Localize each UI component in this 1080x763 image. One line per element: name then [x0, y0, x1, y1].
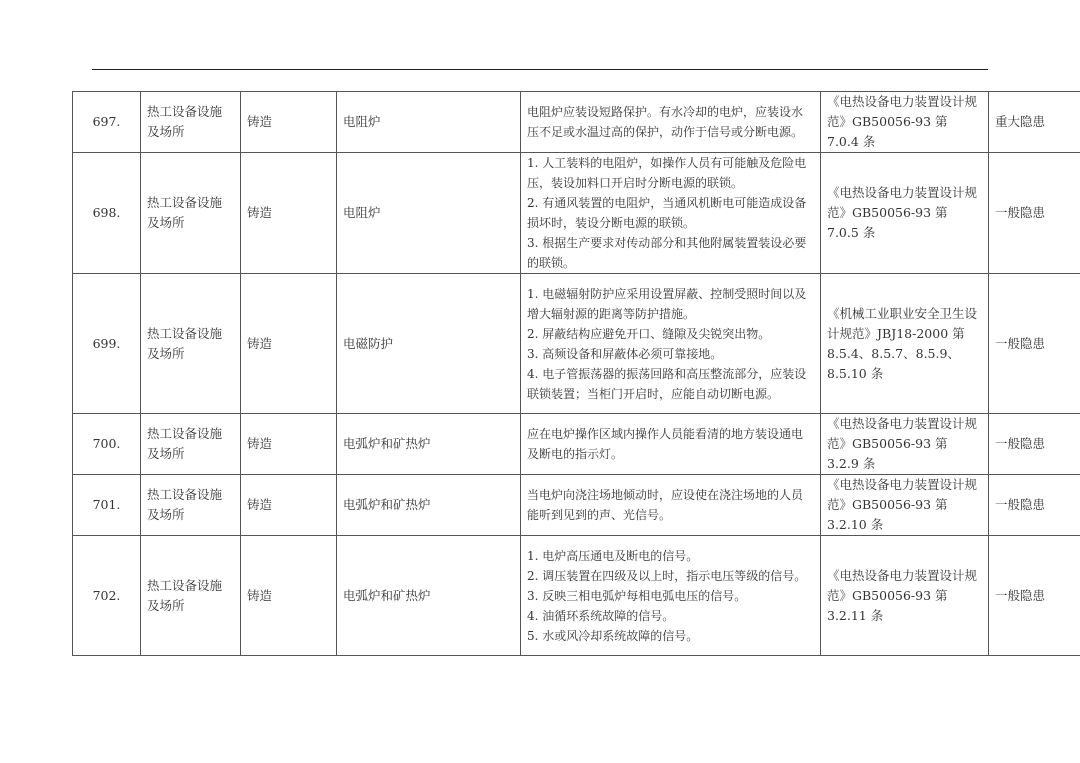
requirement-line: 3. 根据生产要求对传动部分和其他附属装置装设必要的联锁。: [527, 236, 807, 270]
hazard-level-cell: 一般隐患: [989, 536, 1080, 656]
requirement-line: 1. 人工装料的电阻炉，如操作人员有可能触及危险电压，装设加料口开启时分断电源的联锁。: [527, 156, 807, 190]
table-row: [73, 414, 1080, 475]
industry-cell: 铸造: [241, 475, 337, 536]
category-cell: 热工设备设施及场所: [141, 92, 241, 153]
standard-cell: 《电热设备电力装置设计规范》GB50056-93 第 7.0.5 条: [821, 153, 989, 274]
hazard-table: [72, 91, 1080, 656]
standard-cell: 《电热设备电力装置设计规范》GB50056-93 第 3.2.11 条: [821, 536, 989, 656]
item-cell: 电弧炉和矿热炉: [337, 414, 521, 475]
item-cell: 电弧炉和矿热炉: [337, 475, 521, 536]
hazard-table-body: [73, 92, 1080, 656]
requirement-line: 4. 电子管振荡器的振荡回路和高压整流部分，应装设联锁装置；当柜门开启时，应能自动切断电源。: [527, 366, 807, 401]
category-cell: 热工设备设施及场所: [141, 536, 241, 656]
industry-cell: 铸造: [241, 536, 337, 656]
requirement-line: 应在电炉操作区域内操作人员能看清的地方装设通电及断电的指示灯。: [527, 427, 804, 461]
requirement-line: 2. 有通风装置的电阻炉，当通风机断电可能造成设备损坏时，装设分断电源的联锁。: [527, 196, 807, 230]
table-row: [73, 92, 1080, 153]
category-cell: 热工设备设施及场所: [141, 414, 241, 475]
requirement-line: 3. 高频设备和屏蔽体必须可靠接地。: [527, 346, 723, 361]
category-cell: 热工设备设施及场所: [141, 153, 241, 274]
table-row: [73, 536, 1080, 656]
item-cell: 电磁防护: [337, 274, 521, 414]
row-number: 700.: [73, 414, 141, 475]
industry-cell: 铸造: [241, 274, 337, 414]
standard-cell: 《电热设备电力装置设计规范》GB50056-93 第 3.2.9 条: [821, 414, 989, 475]
requirement-line: 2. 调压装置在四级及以上时，指示电压等级的信号。: [527, 568, 807, 583]
row-number: 699.: [73, 274, 141, 414]
item-cell: 电阻炉: [337, 153, 521, 274]
hazard-level-cell: 重大隐患: [989, 92, 1080, 153]
row-number: 698.: [73, 153, 141, 274]
hazard-level-cell: 一般隐患: [989, 153, 1080, 274]
requirement-line: 3. 反映三相电弧炉每相电弧电压的信号。: [527, 588, 747, 603]
requirement-line: 2. 屏蔽结构应避免开口、缝隙及尖锐突出物。: [527, 326, 771, 341]
requirements-cell: [521, 274, 821, 414]
requirements-cell: [521, 475, 821, 536]
standard-cell: 《机械工业职业安全卫生设计规范》JBJ18-2000 第 8.5.4、8.5.7、8.5.9、8.5.10 条: [821, 274, 989, 414]
category-cell: 热工设备设施及场所: [141, 274, 241, 414]
requirements-cell: [521, 92, 821, 153]
hazard-level-cell: 一般隐患: [989, 414, 1080, 475]
hazard-level-cell: 一般隐患: [989, 475, 1080, 536]
row-number: 697.: [73, 92, 141, 153]
hazard-level-cell: 一般隐患: [989, 274, 1080, 414]
category-cell: 热工设备设施及场所: [141, 475, 241, 536]
requirement-line: 5. 水或风冷却系统故障的信号。: [527, 628, 699, 643]
table-row: [73, 153, 1080, 274]
requirements-cell: [521, 153, 821, 274]
table-row: [73, 475, 1080, 536]
industry-cell: 铸造: [241, 153, 337, 274]
requirement-line: 1. 电磁辐射防护应采用设置屏蔽、控制受照时间以及增大辐射源的距离等防护措施。: [527, 286, 807, 321]
requirement-line: 1. 电炉高压通电及断电的信号。: [527, 548, 699, 563]
item-cell: 电弧炉和矿热炉: [337, 536, 521, 656]
table-row: [73, 274, 1080, 414]
requirement-line: 电阻炉应装设短路保护。有水冷却的电炉，应装设水压不足或水温过高的保护，动作于信号或分断电源。: [527, 105, 804, 139]
industry-cell: 铸造: [241, 414, 337, 475]
standard-cell: 《电热设备电力装置设计规范》GB50056-93 第 3.2.10 条: [821, 475, 989, 536]
item-cell: 电阻炉: [337, 92, 521, 153]
requirement-line: 4. 油循环系统故障的信号。: [527, 608, 675, 623]
requirements-cell: [521, 536, 821, 656]
requirement-line: 当电炉向浇注场地倾动时，应设使在浇注场地的人员能听到见到的声、光信号。: [527, 488, 804, 522]
requirements-cell: [521, 414, 821, 475]
header-rule: [92, 69, 988, 70]
industry-cell: 铸造: [241, 92, 337, 153]
standard-cell: 《电热设备电力装置设计规范》GB50056-93 第 7.0.4 条: [821, 92, 989, 153]
row-number: 702.: [73, 536, 141, 656]
row-number: 701.: [73, 475, 141, 536]
